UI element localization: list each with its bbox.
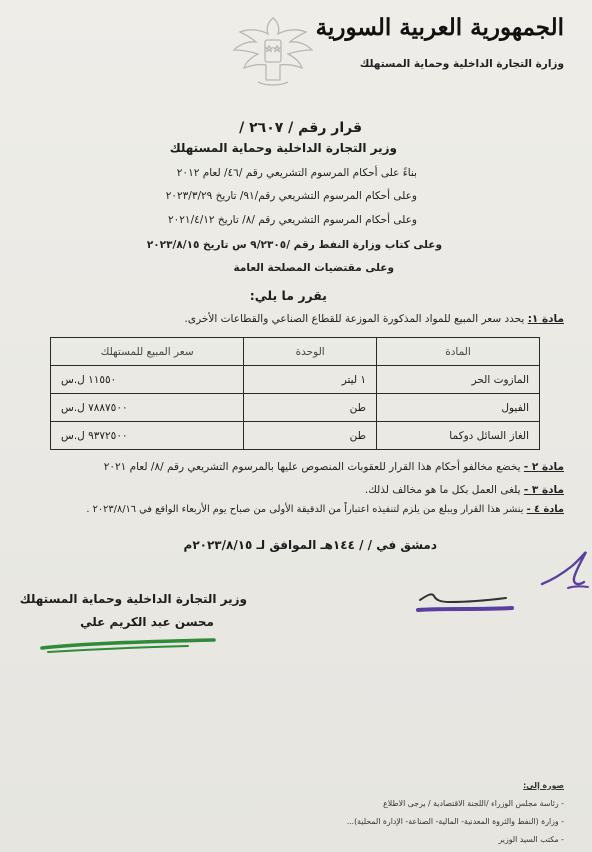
row-2-material: الفيول bbox=[377, 394, 540, 422]
row-3-price: ٩٣٧٢٥٠٠ ل.س bbox=[51, 422, 244, 450]
eagle-emblem-icon bbox=[228, 10, 318, 90]
decides-heading: يقرر ما يلي: bbox=[249, 288, 327, 303]
basis-line-2: وعلى أحكام المرسوم التشريعي رقم/٩١/ تاريخ ٢٠٢٣/٣/٢٩ bbox=[165, 190, 417, 202]
article-2-text: يخضع مخالفو أحكام هذا القرار للعقوبات المنصوص عليها بالمرسوم التشريعي رقم /٨/ لعام ٢٠٢١ bbox=[103, 461, 521, 473]
row-1-unit: ١ ليتر bbox=[244, 366, 377, 394]
article-3-label: مادة ٣ - bbox=[523, 484, 564, 496]
ministry-heading: وزارة التجارة الداخلية وحماية المستهلك bbox=[359, 58, 564, 70]
header-unit: الوحدة bbox=[244, 338, 377, 366]
signature-scribble-icon bbox=[410, 578, 520, 620]
article-3 bbox=[365, 484, 564, 496]
basis-line-4: وعلى كتاب وزارة النفط رقم /٩/٢٣٠٥ س تاريخ ٢٠٢٣/٨/١٥ bbox=[146, 239, 442, 251]
article-4 bbox=[86, 504, 564, 515]
table-row bbox=[51, 422, 540, 450]
row-2-unit: طن bbox=[244, 394, 377, 422]
row-3-unit: طن bbox=[244, 422, 377, 450]
row-1-price: ١١٥٥٠ ل.س bbox=[51, 366, 244, 394]
article-1-text: يحدد سعر المبيع للمواد المذكورة الموزعة للقطاع الصناعي والقطاعات الأخرى. bbox=[184, 313, 525, 325]
article-4-label: مادة ٤ - bbox=[526, 504, 564, 515]
article-4-text: ينشر هذا القرار ويبلغ من يلزم لتنفيذه اعتباراً من الدقيقة الأولى من صباح يوم الأربعاء الواقع في ٢٠٢٣/٨/١٦ . bbox=[86, 504, 524, 515]
copies-item-1-text: رئاسة مجلس الوزراء /اللجنة الاقتصادية / يرجى الاطلاع bbox=[383, 799, 559, 808]
basis-line-5: وعلى مقتضيات المصلحة العامة bbox=[233, 262, 394, 274]
row-1-material: المازوت الحر bbox=[377, 366, 540, 394]
basis-line-3: وعلى أحكام المرسوم التشريعي رقم /٨/ تاريخ ٢٠٢١/٤/١٢ bbox=[168, 214, 417, 226]
green-underline-icon bbox=[38, 634, 218, 654]
article-2-label: مادة ٢ - bbox=[523, 461, 564, 473]
row-2-price: ٧٨٨٧٥٠٠ ل.س bbox=[51, 394, 244, 422]
article-3-text: يلغى العمل بكل ما هو مخالف لذلك. bbox=[364, 484, 521, 496]
republic-heading: الجمهورية العربية السورية bbox=[315, 14, 564, 41]
header-material: المادة bbox=[377, 338, 540, 366]
date-line: دمشق في / / ١٤٤هـ الموافق لـ ٢٠٢٣/٨/١٥م bbox=[183, 538, 437, 552]
issuer-heading: وزير التجارة الداخلية وحماية المستهلك bbox=[169, 141, 397, 155]
header-price: سعر المبيع للمستهلك bbox=[51, 338, 244, 366]
copies-item-1: - رئاسة مجلس الوزراء /اللجنة الاقتصادية / يرجى الاطلاع bbox=[383, 799, 564, 808]
table-row bbox=[51, 394, 540, 422]
table-row bbox=[51, 366, 540, 394]
price-table bbox=[50, 337, 540, 450]
copies-item-2: - وزارة (النفط والثروة المعدنية- المالية- الصناعة- الإدارة المحلية)... bbox=[346, 817, 564, 826]
basis-line-1: بناءً على أحكام المرسوم التشريعي رقم /٤٦/ لعام ٢٠١٢ bbox=[176, 167, 417, 179]
copies-item-2-text: وزارة (النفط والثروة المعدنية- المالية- الصناعة- الإدارة المحلية)... bbox=[346, 817, 559, 826]
copies-item-3-text: مكتب السيد الوزير bbox=[498, 835, 559, 844]
decision-number: قرار رقم / ٢٦٠٧ / bbox=[239, 120, 362, 136]
copies-heading: صورة إلى: bbox=[523, 781, 564, 790]
handwritten-initial-icon bbox=[538, 548, 592, 594]
signatory-name: محسن عبد الكريم علي bbox=[80, 615, 214, 629]
signatory-title: وزير التجارة الداخلية وحماية المستهلك bbox=[19, 592, 247, 606]
article-2 bbox=[104, 461, 564, 473]
article-1 bbox=[185, 313, 564, 325]
copies-item-3: - مكتب السيد الوزير bbox=[498, 835, 564, 844]
row-3-material: الغاز السائل دوكما bbox=[377, 422, 540, 450]
table-header-row bbox=[51, 338, 540, 366]
article-1-label: مادة ١: bbox=[527, 313, 564, 325]
